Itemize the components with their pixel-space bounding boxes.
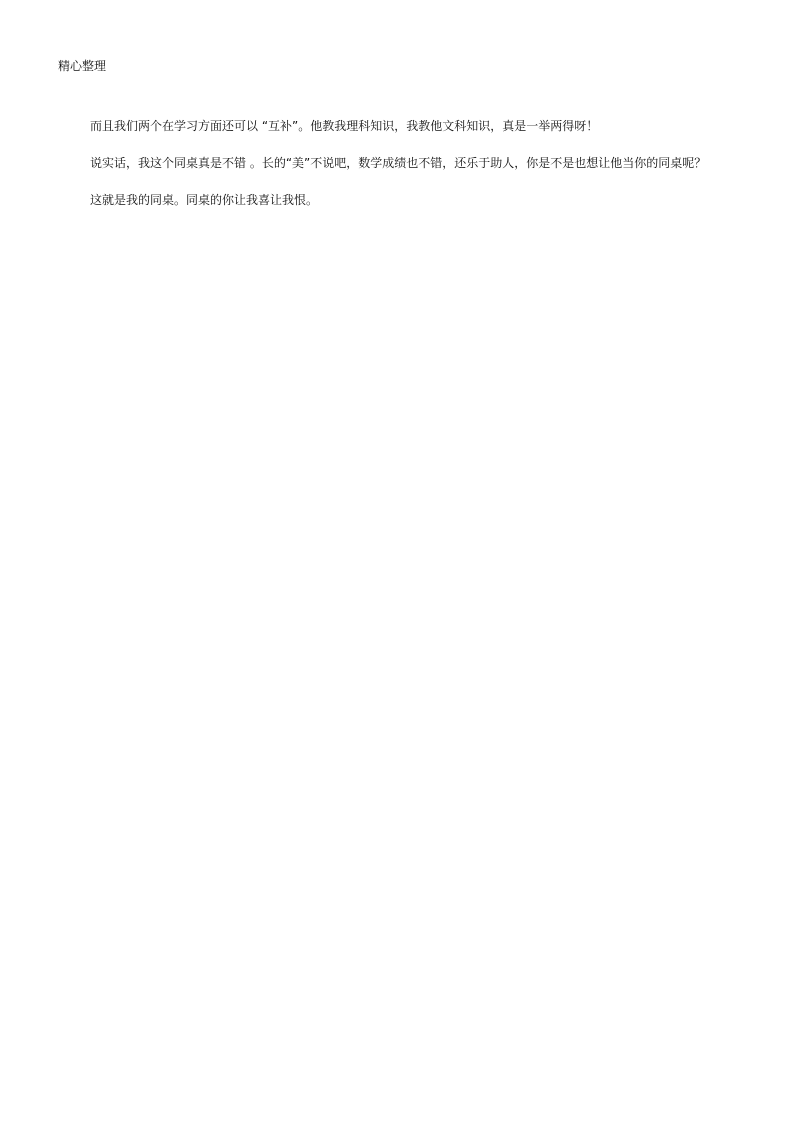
paragraph-2: 说实话，我这个同桌真是不错 。长的“美”不说吧，数学成绩也不错，还乐于助人，你是不是也想让他当你的同桌呢？ [90,156,707,170]
paragraph-1: 而且我们两个在学习方面还可以 “互补”。他教我理科知识，我教他文科知识，真是一举两得呀！ [90,119,599,133]
page-header-title: 精心整理 [58,59,107,73]
document-body [58,116,736,227]
paragraph-3: 这就是我的同桌。同桌的你让我喜让我恨。 [90,193,319,207]
